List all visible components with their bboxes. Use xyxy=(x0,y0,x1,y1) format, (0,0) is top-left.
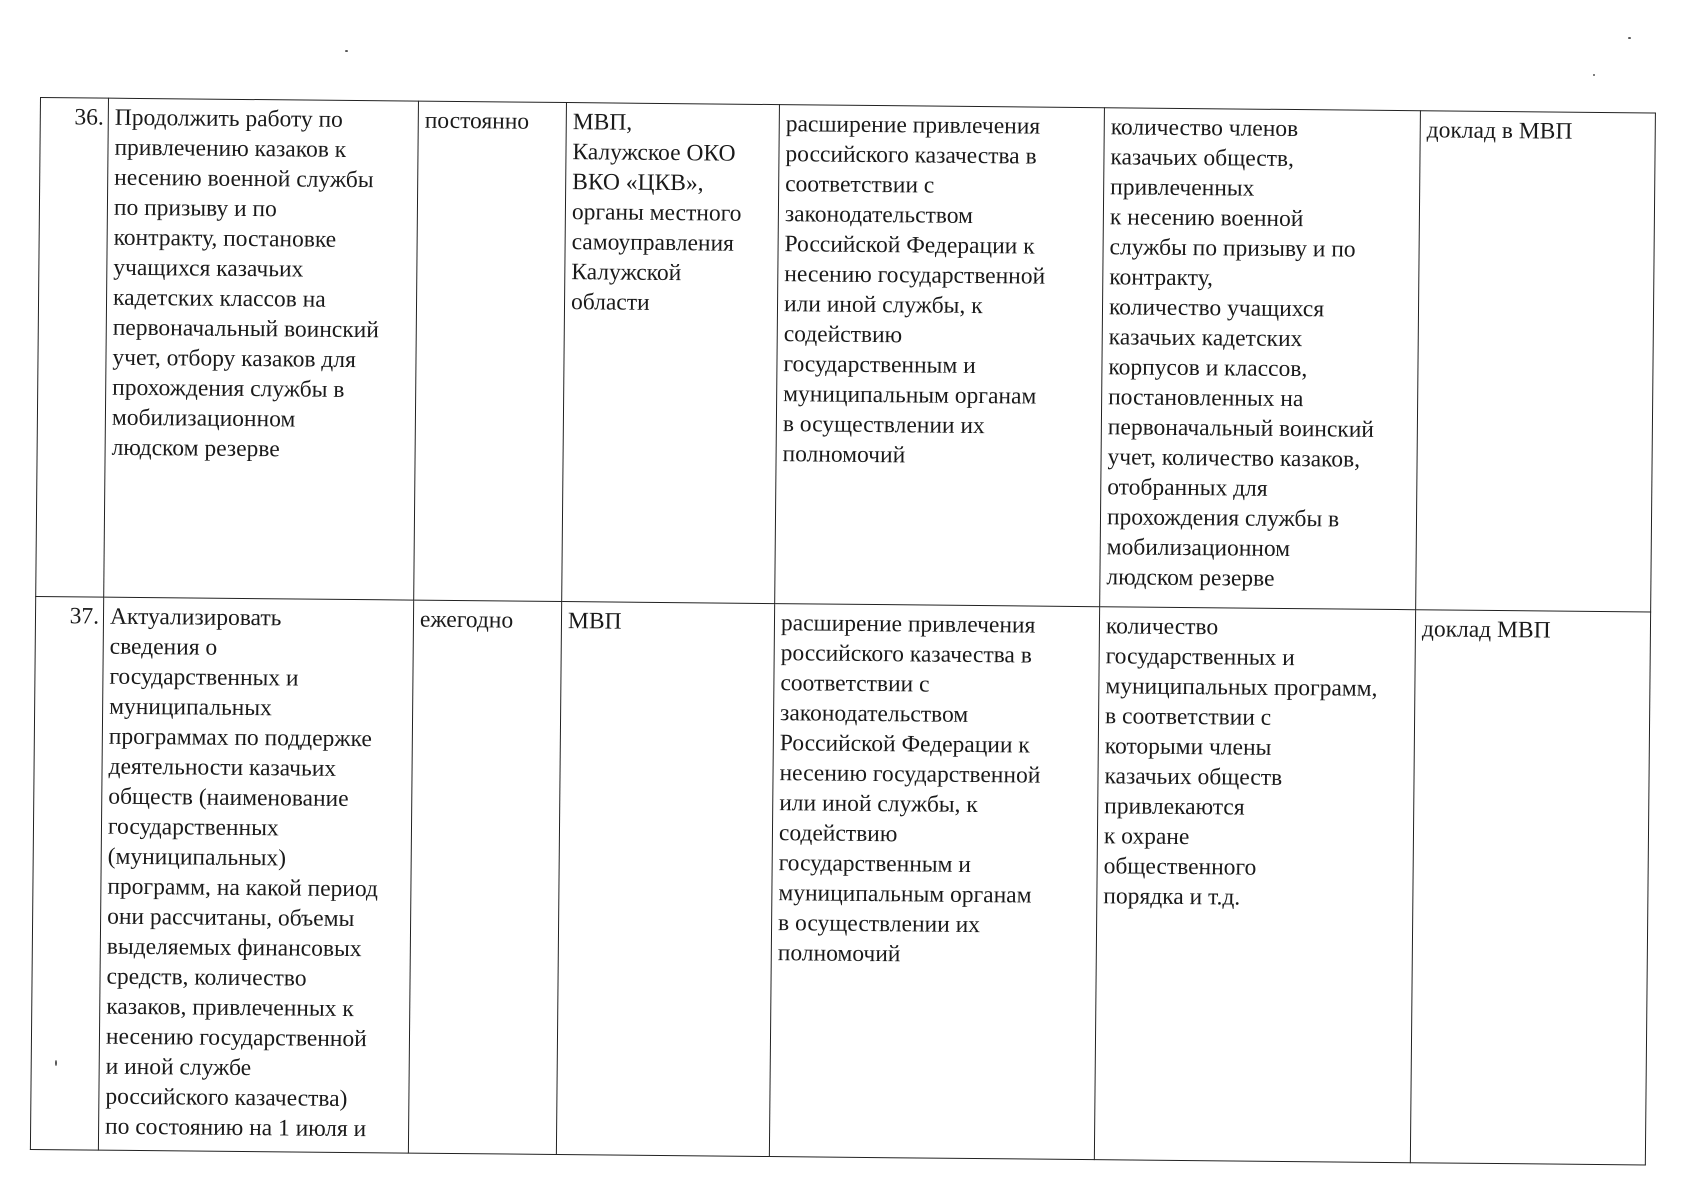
report-cell: доклад в МВП xyxy=(1416,111,1656,612)
table-row xyxy=(30,596,1650,1164)
result-cell: расширение привлечения российского казачества в соответствии с законодательством Российской Федерации к несению государственной или иной службы, к содействию государственным и муниципальным органам в осуществлении их полномочий xyxy=(769,604,1099,1160)
indicator-cell: количество государственных и муниципальных программ, в соответствии с которыми члены казачьих обществ привлекаются к охране общественного порядка и т.д. xyxy=(1094,607,1415,1163)
row-number: 36. xyxy=(36,98,109,598)
scan-speck xyxy=(1593,74,1595,76)
deadline-cell: постоянно xyxy=(414,101,567,601)
deadline-cell: ежегодно xyxy=(408,600,561,1154)
scan-speck xyxy=(345,50,348,52)
indicator-cell: количество членов казачьих обществ, привлеченных к несению военной службы по призыву и по контракту, количество учащихся казачьих кадетских корпусов и классов, постановленных на первоначальный воинский учет, количество казаков, отобранных для прохождения службы в мобилизационном людском резерве xyxy=(1100,108,1421,610)
report-cell: доклад МВП xyxy=(1410,610,1650,1165)
row-number: 37. xyxy=(30,596,103,1150)
activity-cell: Продолжить работу по привлечению казаков к несению военной службы по призыву и по контракту, постановке учащихся казачьих кадетских классов на первоначальный воинский учет, отбору казаков для прохождения службы в мобилизационном людском резерве xyxy=(104,98,419,600)
result-cell: расширение привлечения российского казачества в соответствии с законодательством Российской Федерации к несению государственной или иной службы, к содействию государственным и муниципальным органам в осуществлении их полномочий xyxy=(775,105,1105,607)
table-row xyxy=(36,98,1656,612)
plan-table-wrapper xyxy=(30,97,1655,1165)
activity-cell: Актуализировать сведения о государственных и муниципальных программах по поддержке деятельности казачьих обществ (наименование государственных (муниципальных) программ, на какой период они рассчитаны, объемы выделяемых финансовых средств, количество казаков, привлеченных к несению государственной и иной службе российского казачества) по состоянию на 1 июля и xyxy=(98,597,413,1153)
responsible-cell: МВП, Калужское ОКО ВКО «ЦКВ», органы местного самоуправления Калужской области xyxy=(562,103,780,604)
scan-speck xyxy=(1628,37,1631,39)
responsible-cell: МВП xyxy=(556,602,774,1157)
plan-table xyxy=(30,97,1656,1165)
